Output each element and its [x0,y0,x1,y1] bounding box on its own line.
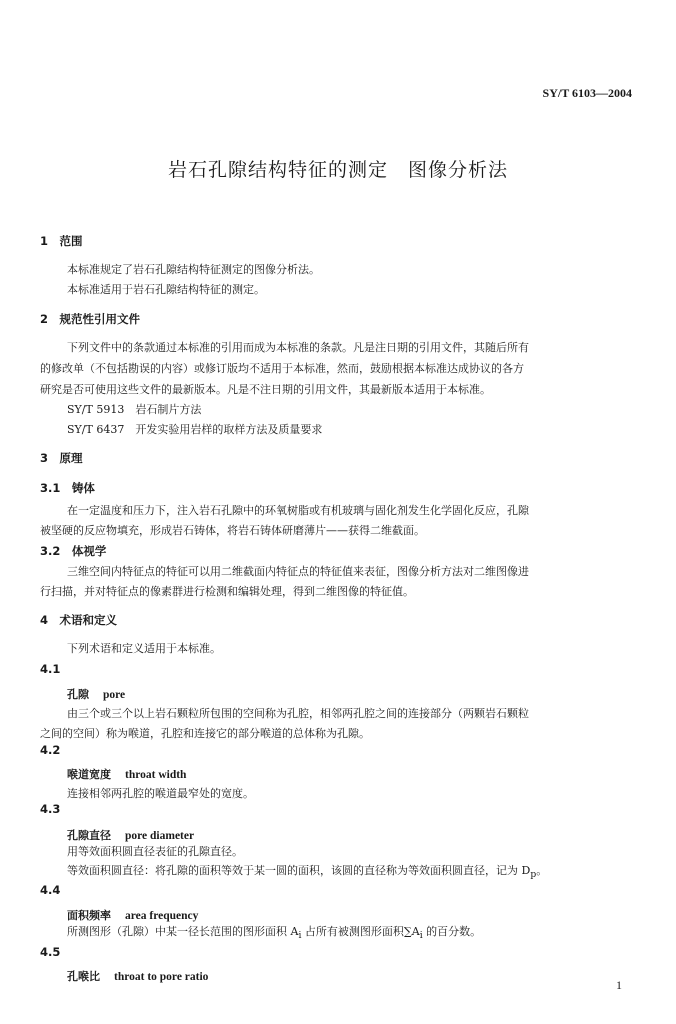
section-3-1-heading: 3.1 铸体 [40,481,95,495]
section-2-heading: 2 规范性引用文件 [40,312,141,326]
paragraph: 三维空间内特征点的特征可以用二维截面内特征点的特征值来表征，图像分析方法对二维图像进 [67,565,529,578]
standard-number: SY/T 6103—2004 [542,86,632,100]
paragraph: 本标准规定了岩石孔隙结构特征测定的图像分析法。 [67,263,320,276]
term-heading [67,683,125,702]
paragraph: 本标准适用于岩石孔隙结构特征的测定。 [67,283,265,296]
reference-item: SY/T 6437 开发实验用岩样的取样方法及质量要求 [67,423,323,436]
term-zh: 喉道宽度 [67,768,111,781]
paragraph: 的修改单（不包括勘误的内容）或修订版均不适用于本标准，然而，鼓励根据本标准达成协议的各方 [40,362,524,375]
term-zh: 孔隙直径 [67,829,111,842]
clause-number: 4.2 [40,743,61,757]
term-heading [67,965,208,984]
paragraph: 下列文件中的条款通过本标准的引用而成为本标准的条款。凡是注日期的引用文件，其随后所有 [67,341,529,354]
paragraph: 由三个或三个以上岩石颗粒所包围的空间称为孔腔，相邻两孔腔之间的连接部分（两颗岩石颗粒 [67,707,529,720]
paragraph: 研究是否可使用这些文件的最新版本。凡是不注日期的引用文件，其最新版本适用于本标准。 [40,383,491,396]
clause-number: 4.3 [40,802,61,816]
term-zh: 孔喉比 [67,970,100,983]
term-heading [67,824,194,843]
paragraph: 用等效面积圆直径表征的孔隙直径。 [67,845,243,858]
term-en: pore [103,689,126,701]
document-title: 岩石孔隙结构特征的测定 图像分析法 [167,159,508,181]
paragraph: 行扫描，并对特征点的像素群进行检测和编辑处理，得到二维图像的特征值。 [40,585,414,598]
term-en: area frequency [125,910,199,922]
term-zh: 孔隙 [67,688,89,701]
section-3-heading: 3 原理 [40,451,83,465]
term-zh: 面积频率 [67,909,111,922]
term-en: throat width [125,769,187,781]
section-1-heading: 1 范围 [40,234,83,248]
paragraph: 被坚硬的反应物填充，形成岩石铸体，将岩石铸体研磨薄片——获得二维截面。 [40,524,425,537]
term-heading [67,763,186,782]
paragraph: 在一定温度和压力下，注入岩石孔隙中的环氧树脂或有机玻璃与固化剂发生化学固化反应，孔隙 [67,504,529,517]
page-number: 1 [616,978,622,992]
clause-number: 4.1 [40,662,61,676]
section-4-heading: 4 术语和定义 [40,613,118,627]
paragraph: 之间的空间）称为喉道，孔腔和连接它的部分喉道的总体称为孔隙。 [40,727,370,740]
term-en: pore diameter [125,830,195,842]
paragraph: 下列术语和定义适用于本标准。 [67,642,221,655]
paragraph: 等效面积圆直径：将孔隙的面积等效于某一圆的面积，该圆的直径称为等效面积圆直径，记为 $D_p$。 [67,864,548,881]
clause-number: 4.4 [40,883,61,897]
paragraph: 所测图形（孔隙）中某一径长范围的图形面积 $A_i$ 占所有被测图形面积$\sum A_i$ 的百分数。 [67,925,482,942]
term-en: throat to pore ratio [114,971,209,983]
clause-number: 4.5 [40,945,61,959]
term-heading [67,904,198,923]
section-3-2-heading: 3.2 体视学 [40,544,107,558]
reference-item: SY/T 5913 岩石制片方法 [67,403,202,416]
paragraph: 连接相邻两孔腔的喉道最窄处的宽度。 [67,787,254,800]
